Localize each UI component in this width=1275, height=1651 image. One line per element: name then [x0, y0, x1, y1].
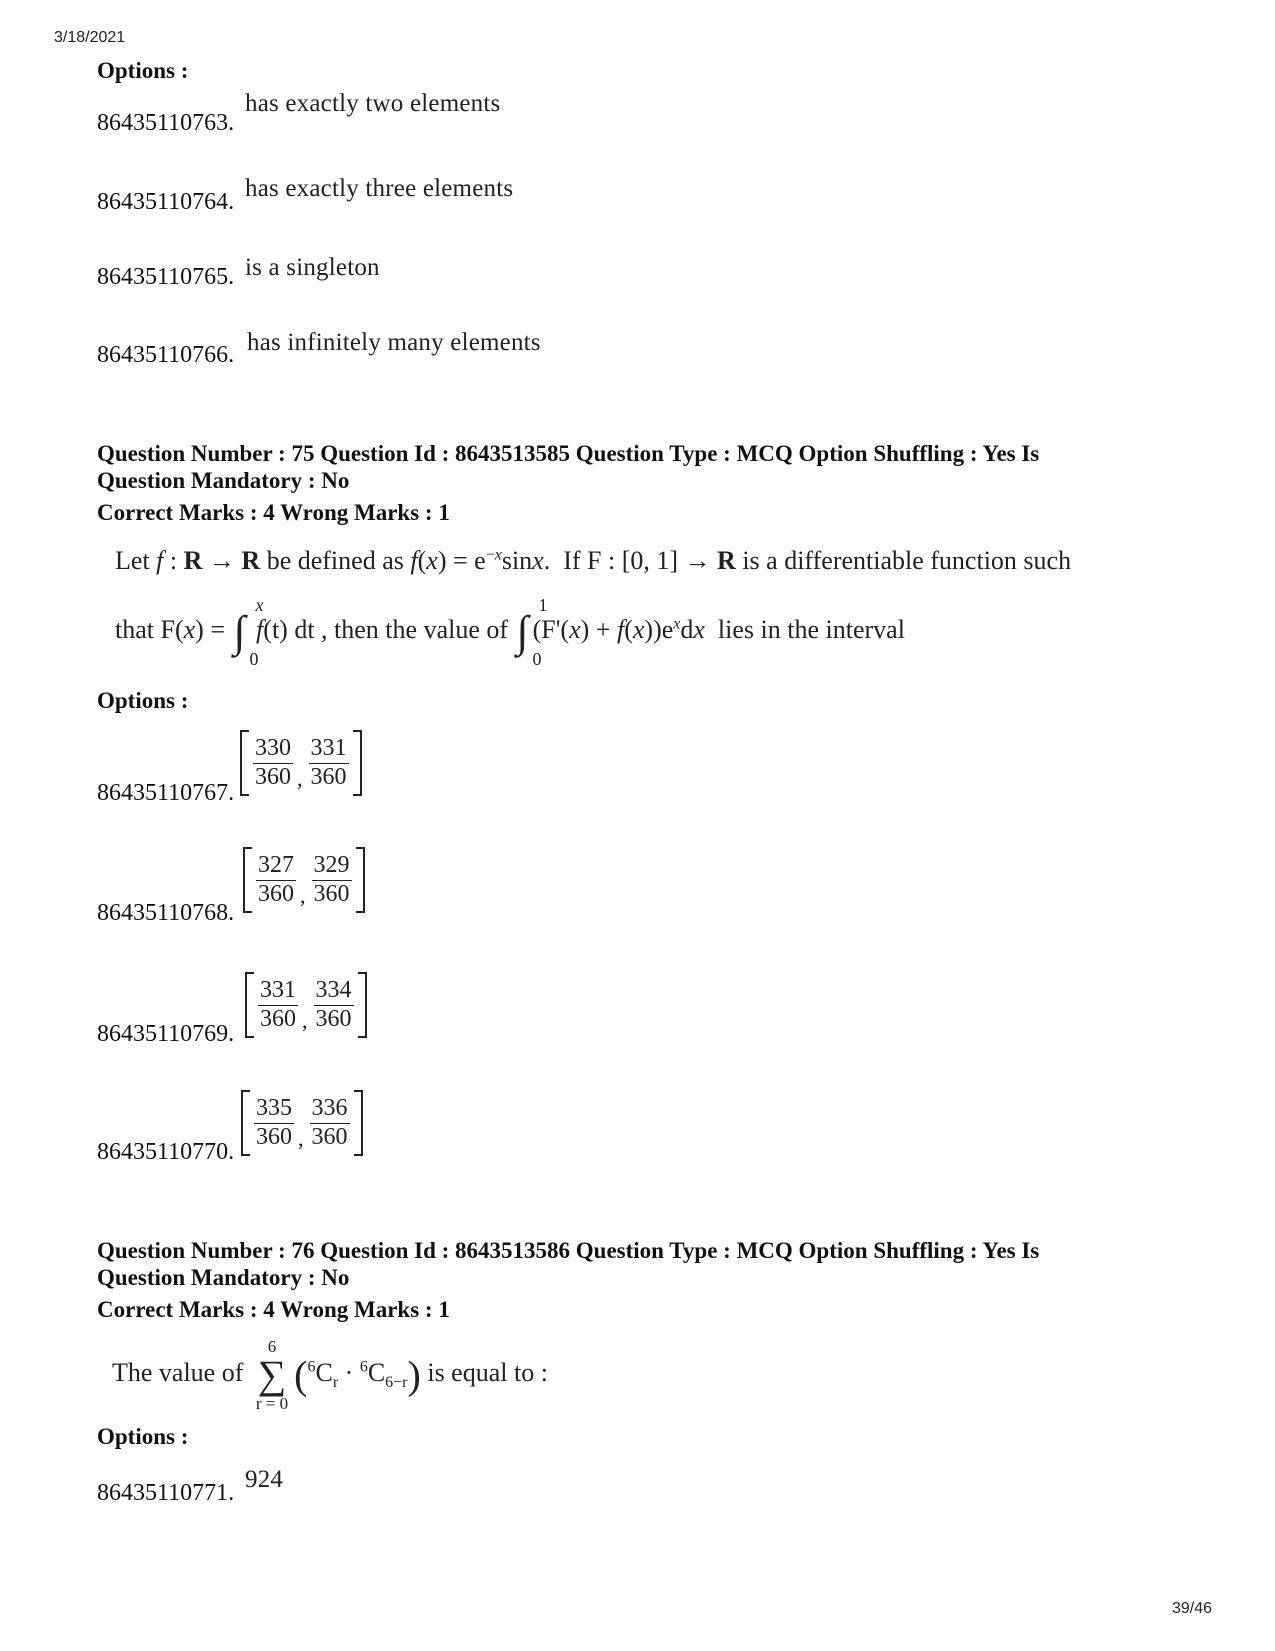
fraction: $\frac{334}{360}$	[315, 976, 352, 1032]
question-meta: Question Mandatory : No	[97, 1265, 350, 1290]
option-text: is a singleton	[245, 254, 380, 281]
option-id: 86435110766.	[97, 342, 235, 368]
left-bracket	[241, 1090, 250, 1156]
right-bracket	[356, 847, 365, 913]
page-number: 39/46	[1172, 1600, 1213, 1617]
option-text: has infinitely many elements	[247, 329, 541, 356]
question-meta: Question Number : 75 Question Id : 8643513585 Question Type : MCQ Option Shuffling : Yes Is	[97, 441, 1040, 466]
option-id: 86435110770.	[97, 1139, 235, 1165]
fraction: $\frac{330}{360}$	[255, 734, 291, 790]
option-id: 86435110763.	[97, 110, 235, 136]
left-bracket	[240, 730, 249, 796]
question-meta: Question Number : 76 Question Id : 8643513586 Question Type : MCQ Option Shuffling : Yes Is	[97, 1238, 1040, 1263]
question-marks: Correct Marks : 4 Wrong Marks : 1	[97, 1297, 450, 1322]
integral-sign: ∫ x 0	[233, 595, 264, 669]
option-text: has exactly three elements	[245, 175, 514, 202]
fraction: $\frac{329}{360}$	[313, 851, 350, 907]
options-heading: Options :	[97, 688, 189, 713]
question-text: The value of 6 ∑ r = 0 $(^6C_r \cdot ^6C_{6-r})$ is equal to :	[112, 1337, 548, 1413]
option-id: 86435110764.	[97, 189, 235, 215]
option-id: 86435110767.	[97, 780, 235, 806]
interval-option: $\frac{331}{360}$ , $\frac{334}{360}$	[245, 970, 367, 1040]
interval-option: $\frac{330}{360}$ , $\frac{331}{360}$	[240, 728, 362, 798]
print-date: 3/18/2021	[54, 29, 126, 46]
right-bracket	[353, 730, 362, 796]
right-bracket	[354, 1090, 363, 1156]
left-bracket	[245, 972, 254, 1038]
question-meta: Question Mandatory : No	[97, 468, 350, 493]
interval-option: $\frac{335}{360}$ , $\frac{336}{360}$	[241, 1088, 363, 1158]
option-id: 86435110765.	[97, 264, 235, 290]
option-text: has exactly two elements	[245, 90, 501, 117]
fraction: $\frac{331}{360}$	[260, 976, 296, 1032]
options-heading: Options :	[97, 58, 189, 83]
fraction: $\frac{327}{360}$	[258, 851, 294, 907]
fraction: $\frac{336}{360}$	[311, 1094, 348, 1150]
option-text: 924	[245, 1466, 284, 1493]
left-bracket	[243, 847, 252, 913]
fraction: $\frac{331}{360}$	[310, 734, 347, 790]
right-bracket	[358, 972, 367, 1038]
option-id: 86435110771.	[97, 1480, 235, 1506]
option-id: 86435110769.	[97, 1021, 235, 1047]
option-id: 86435110768.	[97, 900, 235, 926]
summation: 6 ∑ r = 0	[255, 1337, 289, 1413]
question-marks: Correct Marks : 4 Wrong Marks : 1	[97, 500, 450, 525]
interval-option: $\frac{327}{360}$ , $\frac{329}{360}$	[243, 845, 365, 915]
integral-sign: ∫ 1 0	[516, 595, 548, 669]
question-text-line2: that F(x) = ∫ x 0 f(t) dt , then the value of ∫ 1 0 $(F'(x) + f(x))e^xdx$ lies in the interval	[115, 595, 905, 669]
fraction: $\frac{335}{360}$	[256, 1094, 292, 1150]
question-text-line1: Let f : R → R be defined as $f(x) = e^{-x}\sin x$. If F : [0, 1] → R is a differentiable function such	[115, 546, 1072, 575]
options-heading: Options :	[97, 1424, 189, 1449]
